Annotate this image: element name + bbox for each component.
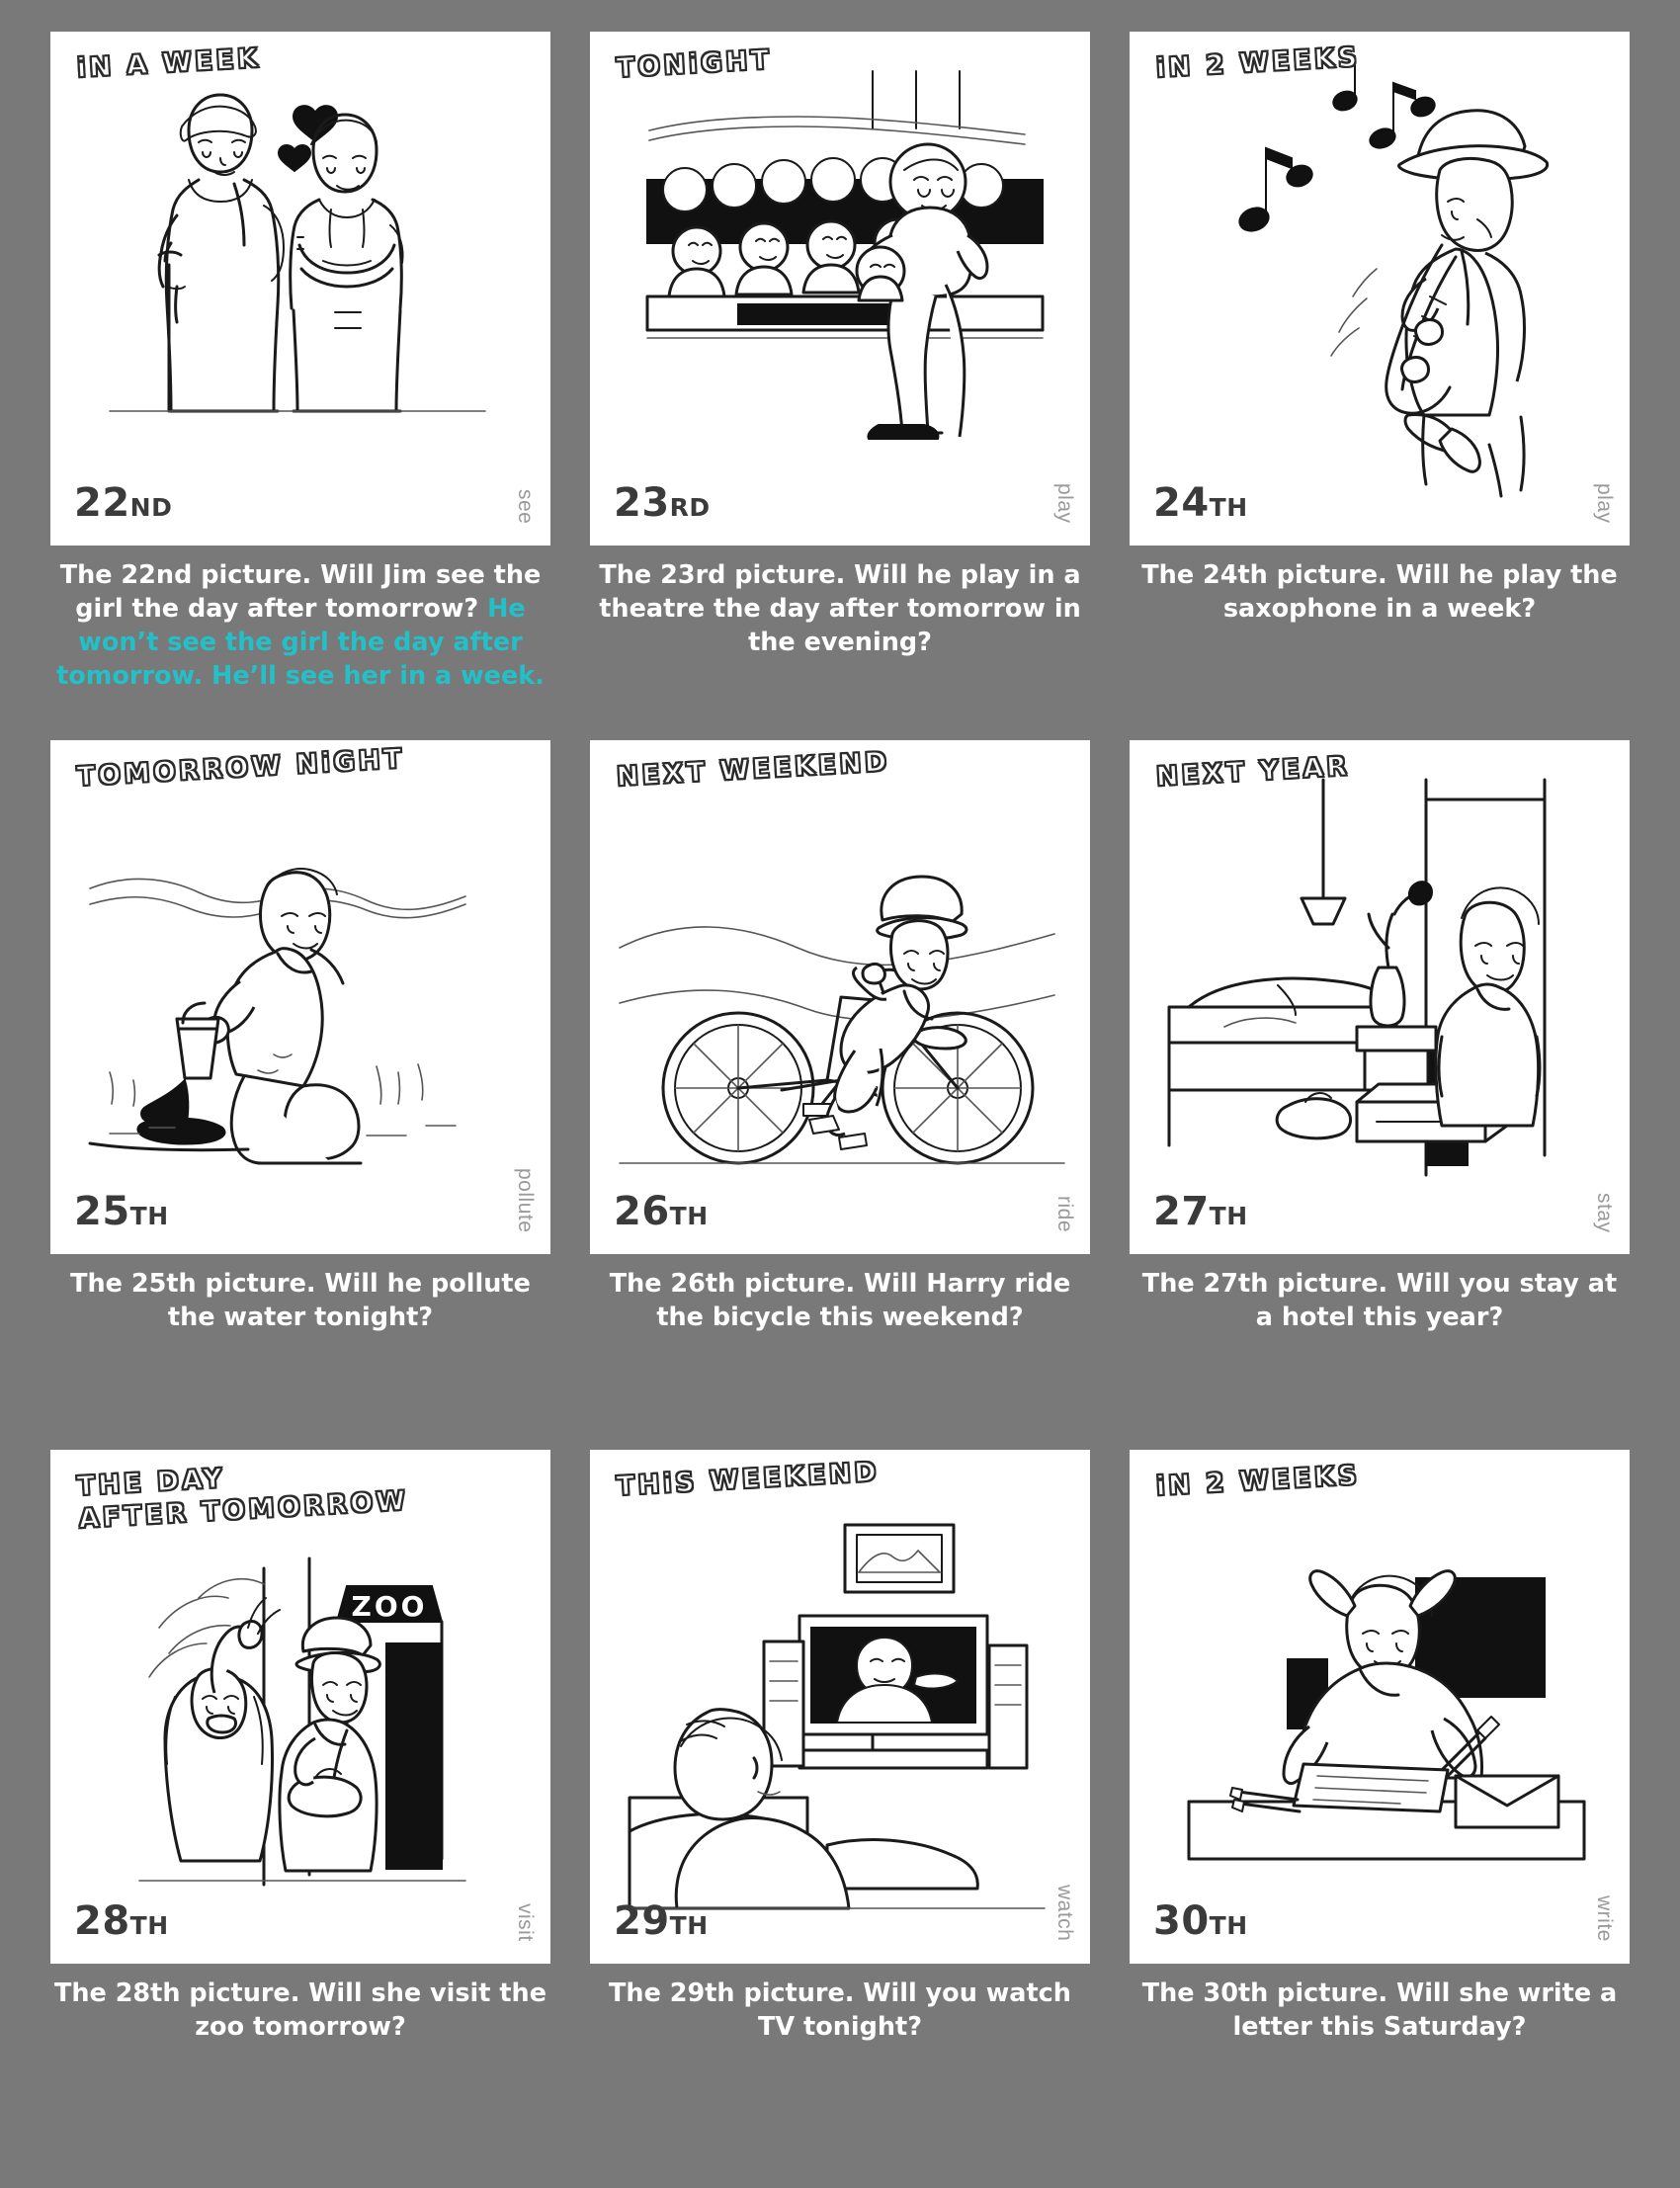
card-verb: write [1593, 1894, 1616, 1942]
card-caption: The 25th picture. Will he pollute the water tonight? [70, 1269, 531, 1333]
card-number: 27TH [1153, 1189, 1248, 1235]
illustration-polluting-water [50, 740, 550, 1254]
picture-card[interactable] [590, 1450, 1090, 1964]
card-number: 26TH [614, 1189, 709, 1235]
card-caption: The 24th picture. Will he play the saxophone in a week? [1141, 560, 1618, 624]
card-tagline: iN A WEEK [76, 42, 262, 84]
card-caption: The 27th picture. Will you stay at a hotel this year? [1141, 1269, 1618, 1333]
illustration-cyclist [590, 740, 1090, 1254]
card-verb: stay [1593, 1192, 1616, 1233]
picture-card[interactable] [1130, 1450, 1630, 1964]
card-verb: ride [1053, 1196, 1076, 1233]
illustration-hotel-room [1130, 740, 1630, 1254]
svg-text:ZOO: ZOO [351, 1589, 428, 1623]
flashcard-29 [575, 1450, 1105, 2148]
card-caption: The 26th picture. Will Harry ride the bicycle this weekend? [609, 1269, 1071, 1333]
card-number: 23RD [614, 480, 711, 526]
card-caption: The 30th picture. Will she write a letter this Saturday? [1141, 1978, 1618, 2042]
card-tagline: TOMORROW NiGHT [76, 743, 406, 794]
card-caption: The 28th picture. Will she visit the zoo tomorrow? [53, 1978, 547, 2042]
card-caption: The 23rd picture. Will he play in a theatre the day after tomorrow in the evening? [599, 560, 1081, 657]
card-number: 25TH [74, 1189, 169, 1235]
picture-card[interactable] [50, 1450, 550, 1964]
picture-card[interactable] [590, 32, 1090, 546]
card-number: 30TH [1153, 1897, 1248, 1944]
flashcard-28 [36, 1450, 565, 2148]
illustration-saxophone-player [1130, 32, 1630, 546]
card-verb: visit [514, 1902, 537, 1942]
card-verb: play [1053, 483, 1076, 524]
card-number: 22ND [74, 480, 173, 526]
illustration-watching-tv [590, 1450, 1090, 1964]
flashcard-27 [1115, 740, 1644, 1439]
card-number: 29TH [614, 1897, 709, 1944]
picture-card[interactable] [1130, 32, 1630, 546]
card-tagline: THE DAY AFTER TOMORROW [76, 1463, 409, 1535]
card-caption: The 22nd picture. Will Jim see the girl the day after tomorrow? He won’t see the girl the day after tomorrow. He’ll see her in a week. [56, 560, 545, 691]
flashcard-30 [1115, 1450, 1644, 2148]
flashcard-22 [36, 32, 565, 730]
card-tagline: iN 2 WEEKS [1155, 1460, 1361, 1502]
flashcard-26 [575, 740, 1105, 1439]
illustration-girl-and-boy [50, 32, 550, 546]
card-verb: see [514, 488, 537, 524]
flashcard-24 [1115, 32, 1644, 730]
picture-card[interactable] [1130, 740, 1630, 1254]
card-tagline: THiS WEEKEND [616, 1456, 881, 1502]
card-caption: The 29th picture. Will you watch TV tonight? [609, 1978, 1071, 2042]
picture-card[interactable] [590, 740, 1090, 1254]
picture-card[interactable] [50, 740, 550, 1254]
flashcard-25 [36, 740, 565, 1439]
card-tagline: NEXT YEAR [1155, 751, 1351, 794]
card-tagline: iN 2 WEEKS [1155, 42, 1361, 84]
card-number: 24TH [1153, 480, 1248, 526]
card-verb: pollute [514, 1167, 537, 1233]
card-verb: watch [1053, 1885, 1076, 1942]
flashcard-23 [575, 32, 1105, 730]
card-number: 28TH [74, 1897, 169, 1944]
card-verb: play [1593, 483, 1616, 524]
illustration-theatre-stage [590, 32, 1090, 546]
illustration-writing-letter [1130, 1450, 1630, 1964]
card-tagline: NEXT WEEKEND [616, 746, 891, 794]
card-tagline: TONiGHT [616, 44, 773, 84]
picture-card[interactable] [50, 32, 550, 546]
